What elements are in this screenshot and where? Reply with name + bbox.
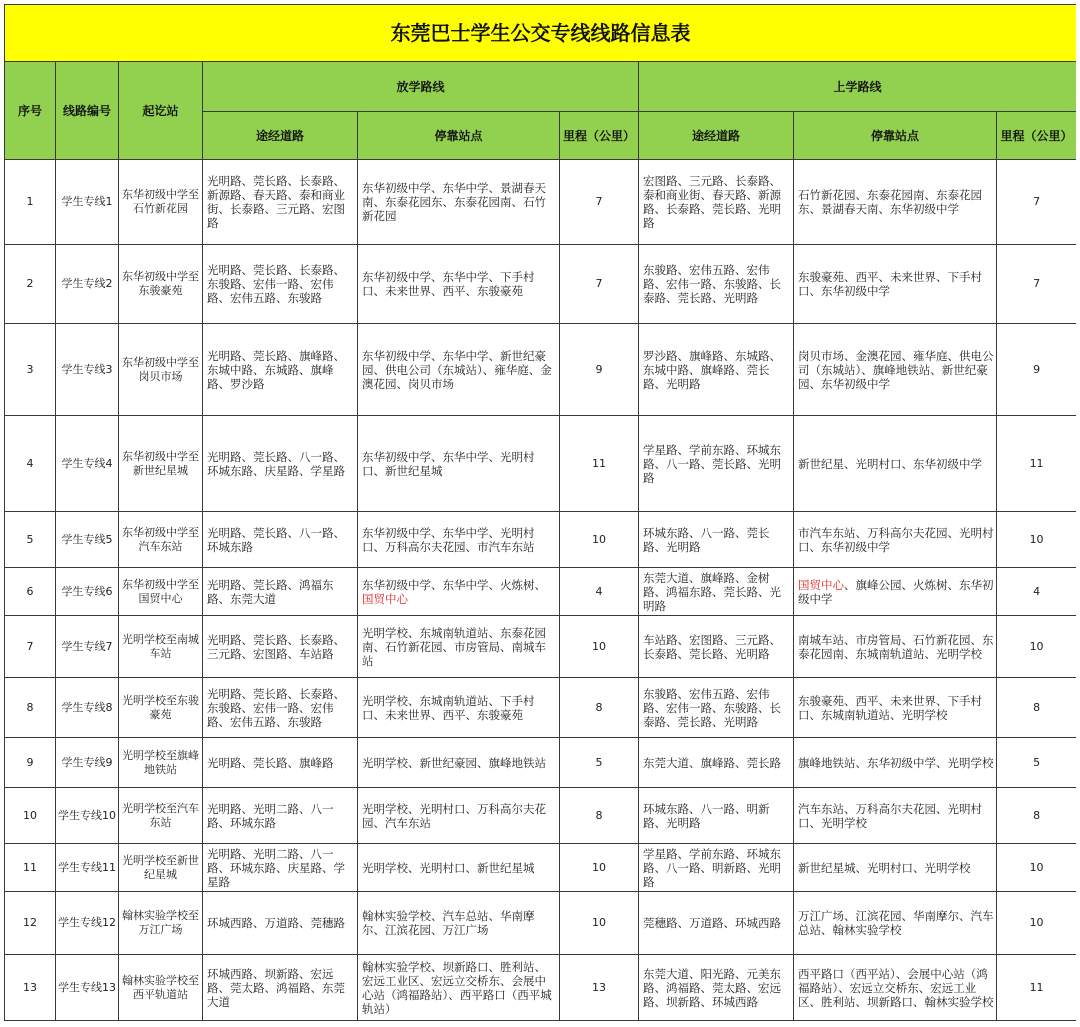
table-row bbox=[5, 955, 1077, 1021]
row-up-roads: 东莞大道、阳光路、元美东路、鸿福路、莞太路、宏远路、坝新路、环城西路 bbox=[639, 955, 794, 1021]
row-up-roads: 车站路、宏图路、三元路、长泰路、莞长路、光明路 bbox=[639, 616, 794, 678]
row-seq: 6 bbox=[5, 568, 56, 616]
row-start-end: 光明学校至南城车站 bbox=[119, 616, 203, 678]
row-seq: 1 bbox=[5, 160, 56, 245]
row-down-stops: 光明学校、新世纪豪园、旗峰地铁站 bbox=[358, 738, 560, 788]
row-line: 学生专线6 bbox=[56, 568, 119, 616]
row-down-stops: 东华初级中学、东华中学、下手村口、未来世界、西平、东骏豪苑 bbox=[358, 245, 560, 324]
row-up-km: 7 bbox=[997, 160, 1077, 245]
row-down-km: 4 bbox=[560, 568, 639, 616]
row-up-km: 11 bbox=[997, 955, 1077, 1021]
header-afternoon-route: 放学路线 bbox=[203, 62, 639, 112]
row-down-roads: 光明路、光明二路、八一路、环城东路 bbox=[203, 788, 358, 844]
row-line: 学生专线7 bbox=[56, 616, 119, 678]
row-seq: 3 bbox=[5, 324, 56, 416]
row-seq: 10 bbox=[5, 788, 56, 844]
row-down-roads: 光明路、莞长路、八一路、环城东路、庆星路、学星路 bbox=[203, 416, 358, 512]
row-down-stops: 光明学校、光明村口、新世纪星城 bbox=[358, 844, 560, 892]
row-down-km: 10 bbox=[560, 616, 639, 678]
row-up-roads: 宏图路、三元路、长泰路、泰和商业街、春天路、新源路、长泰路、莞长路、光明路 bbox=[639, 160, 794, 245]
header-down-mileage: 里程（公里） bbox=[560, 112, 639, 160]
row-up-roads: 环城东路、八一路、莞长路、光明路 bbox=[639, 512, 794, 568]
row-line: 学生专线1 bbox=[56, 160, 119, 245]
row-down-km: 5 bbox=[560, 738, 639, 788]
row-down-stops bbox=[358, 568, 560, 616]
row-down-km: 10 bbox=[560, 892, 639, 955]
table-row bbox=[5, 568, 1077, 616]
row-start-end: 翰林实验学校至万江广场 bbox=[119, 892, 203, 955]
row-up-stops: 南城车站、市房管局、石竹新花园、东泰花园南、东城南轨道站、光明学校 bbox=[794, 616, 997, 678]
table-row bbox=[5, 678, 1077, 738]
row-down-roads: 光明路、莞长路、长泰路、东骏路、宏伟一路、宏伟路、宏伟五路、东骏路 bbox=[203, 245, 358, 324]
row-down-roads: 光明路、莞长路、旗峰路 bbox=[203, 738, 358, 788]
row-down-stops: 翰林实验学校、坝新路口、胜利站、宏远工业区、宏远立交桥东、会展中心站（鸿福路站）、西平路口（西平城轨站） bbox=[358, 955, 560, 1021]
row-down-roads: 光明路、莞长路、长泰路、新源路、春天路、泰和商业街、长泰路、三元路、宏图路 bbox=[203, 160, 358, 245]
row-line: 学生专线2 bbox=[56, 245, 119, 324]
row-line: 学生专线5 bbox=[56, 512, 119, 568]
row-line: 学生专线10 bbox=[56, 788, 119, 844]
header-down-roads: 途经道路 bbox=[203, 112, 358, 160]
row-up-km: 10 bbox=[997, 892, 1077, 955]
row-start-end: 东华初级中学至国贸中心 bbox=[119, 568, 203, 616]
row-down-roads: 环城西路、万道路、莞穗路 bbox=[203, 892, 358, 955]
row-up-roads: 莞穗路、万道路、环城西路 bbox=[639, 892, 794, 955]
row-up-roads: 罗沙路、旗峰路、东城路、东城中路、旗峰路、莞长路、光明路 bbox=[639, 324, 794, 416]
row-start-end: 光明学校至旗峰地铁站 bbox=[119, 738, 203, 788]
row-up-stops: 市汽车东站、万科高尔夫花园、光明村口、东华初级中学 bbox=[794, 512, 997, 568]
row-down-km: 11 bbox=[560, 416, 639, 512]
row-down-stops: 东华初级中学、东华中学、新世纪豪园、供电公司（东城站）、雍华庭、金澳花园、岗贝市场 bbox=[358, 324, 560, 416]
row-up-roads: 环城东路、八一路、明新路、光明路 bbox=[639, 788, 794, 844]
row-up-km: 8 bbox=[997, 788, 1077, 844]
row-down-km: 10 bbox=[560, 844, 639, 892]
row-seq: 8 bbox=[5, 678, 56, 738]
header-down-stops: 停靠站点 bbox=[358, 112, 560, 160]
header-up-stops: 停靠站点 bbox=[794, 112, 997, 160]
header-line-code: 线路编号 bbox=[56, 62, 119, 160]
row-seq: 5 bbox=[5, 512, 56, 568]
row-down-roads: 光明路、莞长路、八一路、环城东路 bbox=[203, 512, 358, 568]
row-up-stops: 西平路口（西平站）、会展中心站（鸿福路站）、宏远立交桥东、宏远工业区、胜利站、坝新路口、翰林实验学校 bbox=[794, 955, 997, 1021]
row-down-stops: 翰林实验学校、汽车总站、华南摩尔、江滨花园、万江广场 bbox=[358, 892, 560, 955]
row-down-km: 9 bbox=[560, 324, 639, 416]
table-row bbox=[5, 324, 1077, 416]
table-row bbox=[5, 788, 1077, 844]
row-up-roads: 学星路、学前东路、环城东路、八一路、明新路、光明路 bbox=[639, 844, 794, 892]
row-up-roads: 东骏路、宏伟五路、宏伟路、宏伟一路、东骏路、长泰路、莞长路、光明路 bbox=[639, 678, 794, 738]
row-start-end: 光明学校至东骏豪苑 bbox=[119, 678, 203, 738]
table-row bbox=[5, 245, 1077, 324]
row-up-km: 11 bbox=[997, 416, 1077, 512]
down-stops-text: 东华初级中学、东华中学、火炼树、 bbox=[362, 577, 546, 592]
header-up-mileage: 里程（公里） bbox=[997, 112, 1077, 160]
row-down-km: 8 bbox=[560, 788, 639, 844]
header-morning-route: 上学路线 bbox=[639, 62, 1077, 112]
row-start-end: 光明学校至新世纪星城 bbox=[119, 844, 203, 892]
row-down-stops: 东华初级中学、东华中学、光明村口、新世纪星城 bbox=[358, 416, 560, 512]
row-up-km: 10 bbox=[997, 844, 1077, 892]
row-up-stops: 东骏豪苑、西平、未来世界、下手村口、东城南轨道站、光明学校 bbox=[794, 678, 997, 738]
row-start-end: 东华初级中学至石竹新花园 bbox=[119, 160, 203, 245]
row-up-stops: 石竹新花园、东泰花园南、东泰花园东、景湖春天南、东华初级中学 bbox=[794, 160, 997, 245]
row-down-km: 13 bbox=[560, 955, 639, 1021]
header-up-roads: 途经道路 bbox=[639, 112, 794, 160]
table-row bbox=[5, 512, 1077, 568]
table-row bbox=[5, 160, 1077, 245]
table-row bbox=[5, 616, 1077, 678]
row-seq: 12 bbox=[5, 892, 56, 955]
row-down-roads: 光明路、莞长路、长泰路、三元路、宏图路、车站路 bbox=[203, 616, 358, 678]
row-seq: 11 bbox=[5, 844, 56, 892]
row-line: 学生专线9 bbox=[56, 738, 119, 788]
row-line: 学生专线12 bbox=[56, 892, 119, 955]
row-up-stops: 岗贝市场、金澳花园、雍华庭、供电公司（东城站）、旗峰地铁站、新世纪豪园、东华初级中学 bbox=[794, 324, 997, 416]
table-row bbox=[5, 892, 1077, 955]
row-up-km: 7 bbox=[997, 245, 1077, 324]
highlighted-stop: 国贸中心 bbox=[798, 577, 844, 592]
row-line: 学生专线11 bbox=[56, 844, 119, 892]
row-down-roads: 光明路、莞长路、旗峰路、东城中路、东城路、旗峰路、罗沙路 bbox=[203, 324, 358, 416]
row-up-roads: 东莞大道、旗峰路、金树路、鸿福东路、莞长路、光明路 bbox=[639, 568, 794, 616]
row-up-km: 9 bbox=[997, 324, 1077, 416]
highlighted-stop: 国贸中心 bbox=[362, 591, 408, 606]
up-stops-text: 、旗峰公园、火炼树、东华初级中学 bbox=[798, 577, 994, 606]
row-start-end: 东华初级中学至岗贝市场 bbox=[119, 324, 203, 416]
row-seq: 2 bbox=[5, 245, 56, 324]
row-start-end: 翰林实验学校至西平轨道站 bbox=[119, 955, 203, 1021]
row-seq: 7 bbox=[5, 616, 56, 678]
row-up-km: 5 bbox=[997, 738, 1077, 788]
row-up-km: 4 bbox=[997, 568, 1077, 616]
row-down-stops: 东华初级中学、东华中学、景湖春天南、东泰花园东、东泰花园南、石竹新花园 bbox=[358, 160, 560, 245]
row-down-km: 10 bbox=[560, 512, 639, 568]
row-up-stops bbox=[794, 568, 997, 616]
row-down-roads: 光明路、莞长路、鸿福东路、东莞大道 bbox=[203, 568, 358, 616]
row-seq: 9 bbox=[5, 738, 56, 788]
row-start-end: 光明学校至汽车东站 bbox=[119, 788, 203, 844]
route-table bbox=[4, 4, 1076, 1021]
table-row bbox=[5, 416, 1077, 512]
row-up-stops: 万江广场、江滨花园、华南摩尔、汽车总站、翰林实验学校 bbox=[794, 892, 997, 955]
row-line: 学生专线13 bbox=[56, 955, 119, 1021]
row-seq: 13 bbox=[5, 955, 56, 1021]
table-row bbox=[5, 738, 1077, 788]
row-line: 学生专线3 bbox=[56, 324, 119, 416]
row-start-end: 东华初级中学至汽车东站 bbox=[119, 512, 203, 568]
header-start-end: 起讫站 bbox=[119, 62, 203, 160]
row-down-stops: 东华初级中学、东华中学、光明村口、万科高尔夫花园、市汽车东站 bbox=[358, 512, 560, 568]
row-up-roads: 东骏路、宏伟五路、宏伟路、宏伟一路、东骏路、长泰路、莞长路、光明路 bbox=[639, 245, 794, 324]
row-line: 学生专线4 bbox=[56, 416, 119, 512]
row-down-km: 8 bbox=[560, 678, 639, 738]
row-down-km: 7 bbox=[560, 245, 639, 324]
row-down-stops: 光明学校、光明村口、万科高尔夫花园、汽车东站 bbox=[358, 788, 560, 844]
row-down-roads: 环城西路、坝新路、宏远路、莞太路、鸿福路、东莞大道 bbox=[203, 955, 358, 1021]
row-down-stops: 光明学校、东城南轨道站、东泰花园南、石竹新花园、市房管局、南城车站 bbox=[358, 616, 560, 678]
row-down-roads: 光明路、光明二路、八一路、环城东路、庆星路、学星路 bbox=[203, 844, 358, 892]
row-down-stops: 光明学校、东城南轨道站、下手村口、未来世界、西平、东骏豪苑 bbox=[358, 678, 560, 738]
row-up-km: 8 bbox=[997, 678, 1077, 738]
table-row bbox=[5, 844, 1077, 892]
row-up-roads: 学星路、学前东路、环城东路、八一路、莞长路、光明路 bbox=[639, 416, 794, 512]
row-down-roads: 光明路、莞长路、长泰路、东骏路、宏伟一路、宏伟路、宏伟五路、东骏路 bbox=[203, 678, 358, 738]
row-start-end: 东华初级中学至新世纪星城 bbox=[119, 416, 203, 512]
row-line: 学生专线8 bbox=[56, 678, 119, 738]
route-info-sheet bbox=[4, 4, 1076, 1023]
row-up-km: 10 bbox=[997, 616, 1077, 678]
row-up-stops: 旗峰地铁站、东华初级中学、光明学校 bbox=[794, 738, 997, 788]
table-title: 东莞巴士学生公交专线线路信息表 bbox=[5, 5, 1077, 62]
row-up-km: 10 bbox=[997, 512, 1077, 568]
row-down-km: 7 bbox=[560, 160, 639, 245]
header-seq: 序号 bbox=[5, 62, 56, 160]
row-up-stops: 东骏豪苑、西平、未来世界、下手村口、东华初级中学 bbox=[794, 245, 997, 324]
row-up-roads: 东莞大道、旗峰路、莞长路 bbox=[639, 738, 794, 788]
row-up-stops: 新世纪星城、光明村口、光明学校 bbox=[794, 844, 997, 892]
row-seq: 4 bbox=[5, 416, 56, 512]
row-up-stops: 新世纪星、光明村口、东华初级中学 bbox=[794, 416, 997, 512]
row-start-end: 东华初级中学至东骏豪苑 bbox=[119, 245, 203, 324]
row-up-stops: 汽车东站、万科高尔夫花园、光明村口、光明学校 bbox=[794, 788, 997, 844]
